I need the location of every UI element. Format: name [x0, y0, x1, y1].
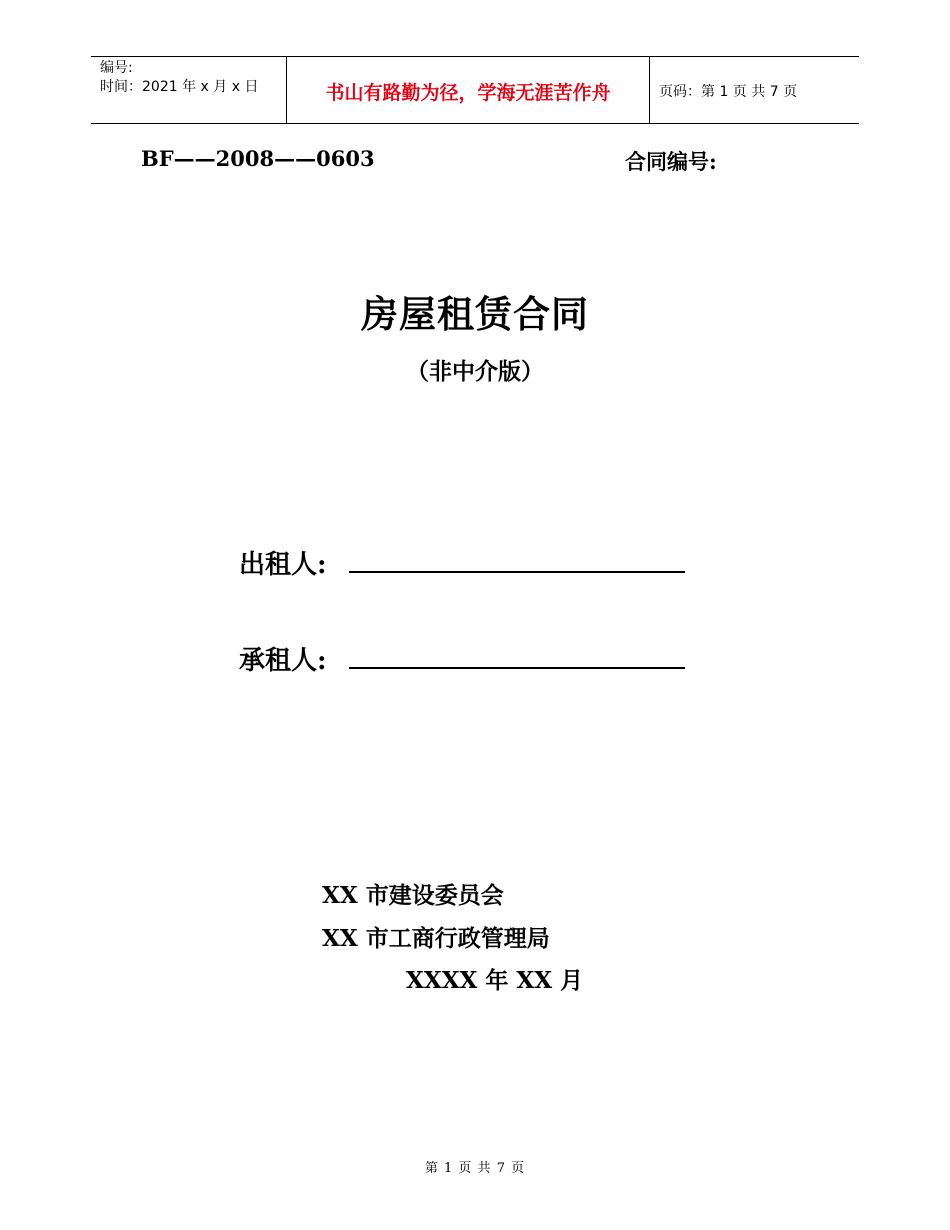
contract-number-label: 合同编号:	[625, 149, 717, 174]
lessee-label: 承租人:	[239, 646, 327, 676]
lessor-label: 出租人:	[239, 550, 327, 580]
issue-date: XXXX 年 XX 月	[406, 967, 584, 994]
page-header	[91, 56, 859, 124]
time-label: 时间：2021 年 x 月 x 日	[100, 79, 259, 95]
lessee-blank-line	[349, 667, 685, 669]
document-code: BF——2008——0603	[141, 146, 375, 171]
number-label: 编号:	[100, 60, 133, 76]
document-title: 房屋租赁合同	[361, 292, 589, 336]
issuer-industry-commerce-bureau: XX 市工商行政管理局	[322, 925, 550, 952]
page-footer: 第 1 页 共 7 页	[424, 1161, 526, 1176]
header-motto: 书山有路勤为径，学海无涯苦作舟	[325, 81, 611, 104]
issuer-construction-committee: XX 市建设委员会	[322, 882, 504, 909]
document-subtitle: （非中介版）	[406, 358, 544, 385]
header-page-cell	[650, 57, 859, 123]
lessor-blank-line	[349, 571, 685, 573]
header-meta-cell	[91, 57, 287, 123]
header-motto-cell	[287, 57, 650, 123]
header-page-info: 页码：第 1 页 共 7 页	[659, 84, 798, 100]
